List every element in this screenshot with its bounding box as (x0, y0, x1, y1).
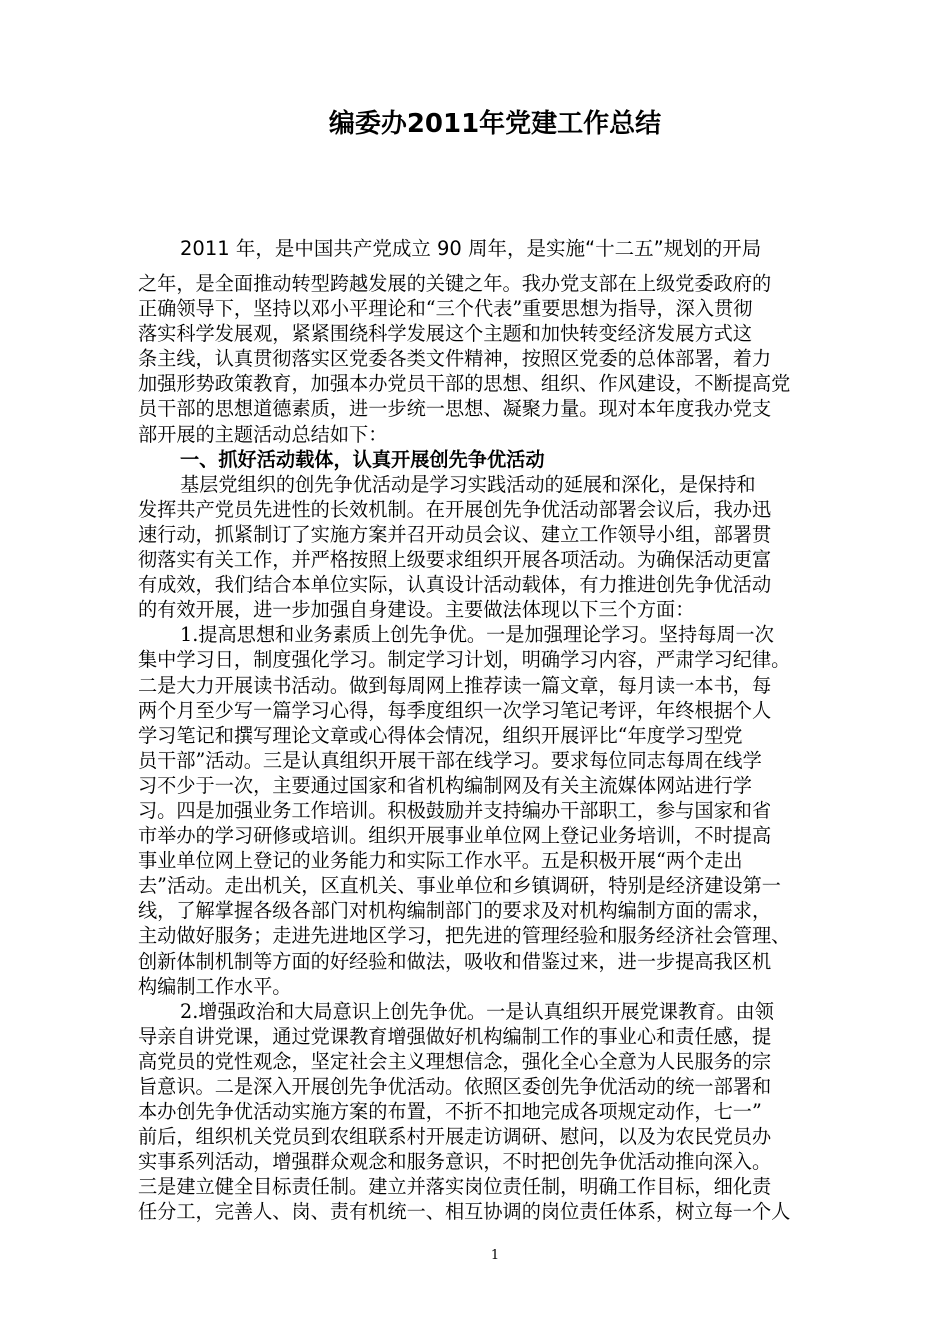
section-heading: 一、抓好活动载体，认真开展创先争优活动 (180, 447, 545, 471)
body-line: 2.增强政治和大局意识上创先争优。一是认真组织开展党课教育。由领 (180, 999, 774, 1023)
body-line: 发挥共产党员先进性的长效机制。在开展创先争优活动部署会议后，我办迅 (138, 497, 772, 521)
body-line: 正确领导下，坚持以邓小平理论和“三个代表”重要思想为指导，深入贯彻 (138, 297, 753, 321)
body-line: 有成效，我们结合本单位实际，认真设计活动载体，有力推进创先争优活动 (138, 573, 772, 597)
body-line: 基层党组织的创先争优活动是学习实践活动的延展和深化，是保持和 (180, 472, 756, 496)
document-body (138, 271, 878, 1225)
body-line: 本办创先争优活动实施方案的布置，不折不扣地完成各项规定动作，七一” (138, 1100, 762, 1124)
body-line: 导亲自讲党课，通过党课教育增强做好机构编制工作的事业心和责任感，提 (138, 1024, 772, 1048)
document-title: 编委办2011年党建工作总结 (328, 109, 662, 139)
body-line: 条主线，认真贯彻落实区党委各类文件精神，按照区党委的总体部署，着力 (138, 347, 772, 371)
body-line: 习不少于一次，主要通过国家和省机构编制网及有关主流媒体网站进行学 (138, 773, 752, 797)
body-line: 旨意识。二是深入开展创先争优活动。依照区委创先争优活动的统一部署和 (138, 1075, 772, 1098)
body-line: 去”活动。走出机关，区直机关、事业单位和乡镇调研，特别是经济建设第一 (138, 874, 781, 898)
body-line: 彻落实有关工作，并严格按照上级要求组织开展各项活动。为确保活动更富 (138, 548, 772, 572)
page-number: 1 (490, 1248, 500, 1263)
body-line: 高党员的党性观念，坚定社会主义理想信念，强化全心全意为人民服务的宗 (138, 1049, 772, 1073)
body-line: 学习笔记和撰写理论文章或心得体会情况，组织开展评比“年度学习型党 (138, 723, 743, 747)
body-line: 三是建立健全目标责任制。建立并落实岗位责任制，明确工作目标，细化责 (138, 1175, 772, 1199)
body-line: 创新体制机制等方面的好经验和做法，吸收和借鉴过来，进一步提高我区机 (138, 949, 772, 973)
body-line: 两个月至少写一篇学习心得，每季度组织一次学习笔记考评，年终根据个人 (138, 698, 772, 722)
body-line: 加强形势政策教育，加强本办党员干部的思想、组织、作风建设，不断提高党 (138, 372, 791, 396)
body-line: 习。四是加强业务工作培训。积极鼓励并支持编办干部职工，参与国家和省 (138, 798, 772, 822)
body-line: 落实科学发展观，紧紧围绕科学发展这个主题和加快转变经济发展方式这 (138, 322, 752, 346)
body-line: 的有效开展，进一步加强自身建设。主要做法体现以下三个方面： (138, 598, 695, 622)
body-line: 1.提高思想和业务素质上创先争优。一是加强理论学习。坚持每周一次 (180, 623, 774, 647)
body-line: 集中学习日，制度强化学习。制定学习计划，明确学习内容，严肃学习纪律。 (138, 648, 791, 672)
body-line: 线，了解掌握各级各部门对机构编制部门的要求及对机构编制方面的需求， (138, 899, 772, 923)
body-line: 前后，组织机关党员到农组联系村开展走访调研、慰问，以及为农民党员办 (138, 1125, 772, 1149)
intro-first-line: 2011 年，是中国共产党成立 90 周年，是实施“十二五”规划的开局 (180, 237, 762, 260)
body-line: 市举办的学习研修或培训。组织开展事业单位网上登记业务培训，不时提高 (138, 824, 772, 848)
body-line: 事业单位网上登记的业务能力和实际工作水平。五是积极开展“两个走出 (138, 849, 743, 873)
body-line: 主动做好服务；走进先进地区学习，把先进的管理经验和服务经济社会管理、 (138, 924, 791, 948)
body-line: 任分工，完善人、岗、责有机统一、相互协调的岗位责任体系，树立每一个人 (138, 1200, 791, 1224)
body-line: 员干部”活动。三是认真组织开展干部在线学习。要求每位同志每周在线学 (138, 748, 762, 772)
body-line: 部开展的主题活动总结如下： (138, 422, 388, 446)
body-line: 之年，是全面推动转型跨越发展的关键之年。我办党支部在上级党委政府的 (138, 272, 772, 295)
body-line: 二是大力开展读书活动。做到每周网上推荐读一篇文章，每月读一本书，每 (138, 673, 772, 697)
body-line: 实事系列活动，增强群众观念和服务意识，不时把创先争优活动推向深入。 (138, 1150, 772, 1174)
body-line: 构编制工作水平。 (138, 974, 292, 998)
body-line: 员干部的思想道德素质，进一步统一思想、凝聚力量。现对本年度我办党支 (138, 397, 772, 421)
body-line: 速行动，抓紧制订了实施方案并召开动员会议、建立工作领导小组，部署贯 (138, 522, 772, 546)
